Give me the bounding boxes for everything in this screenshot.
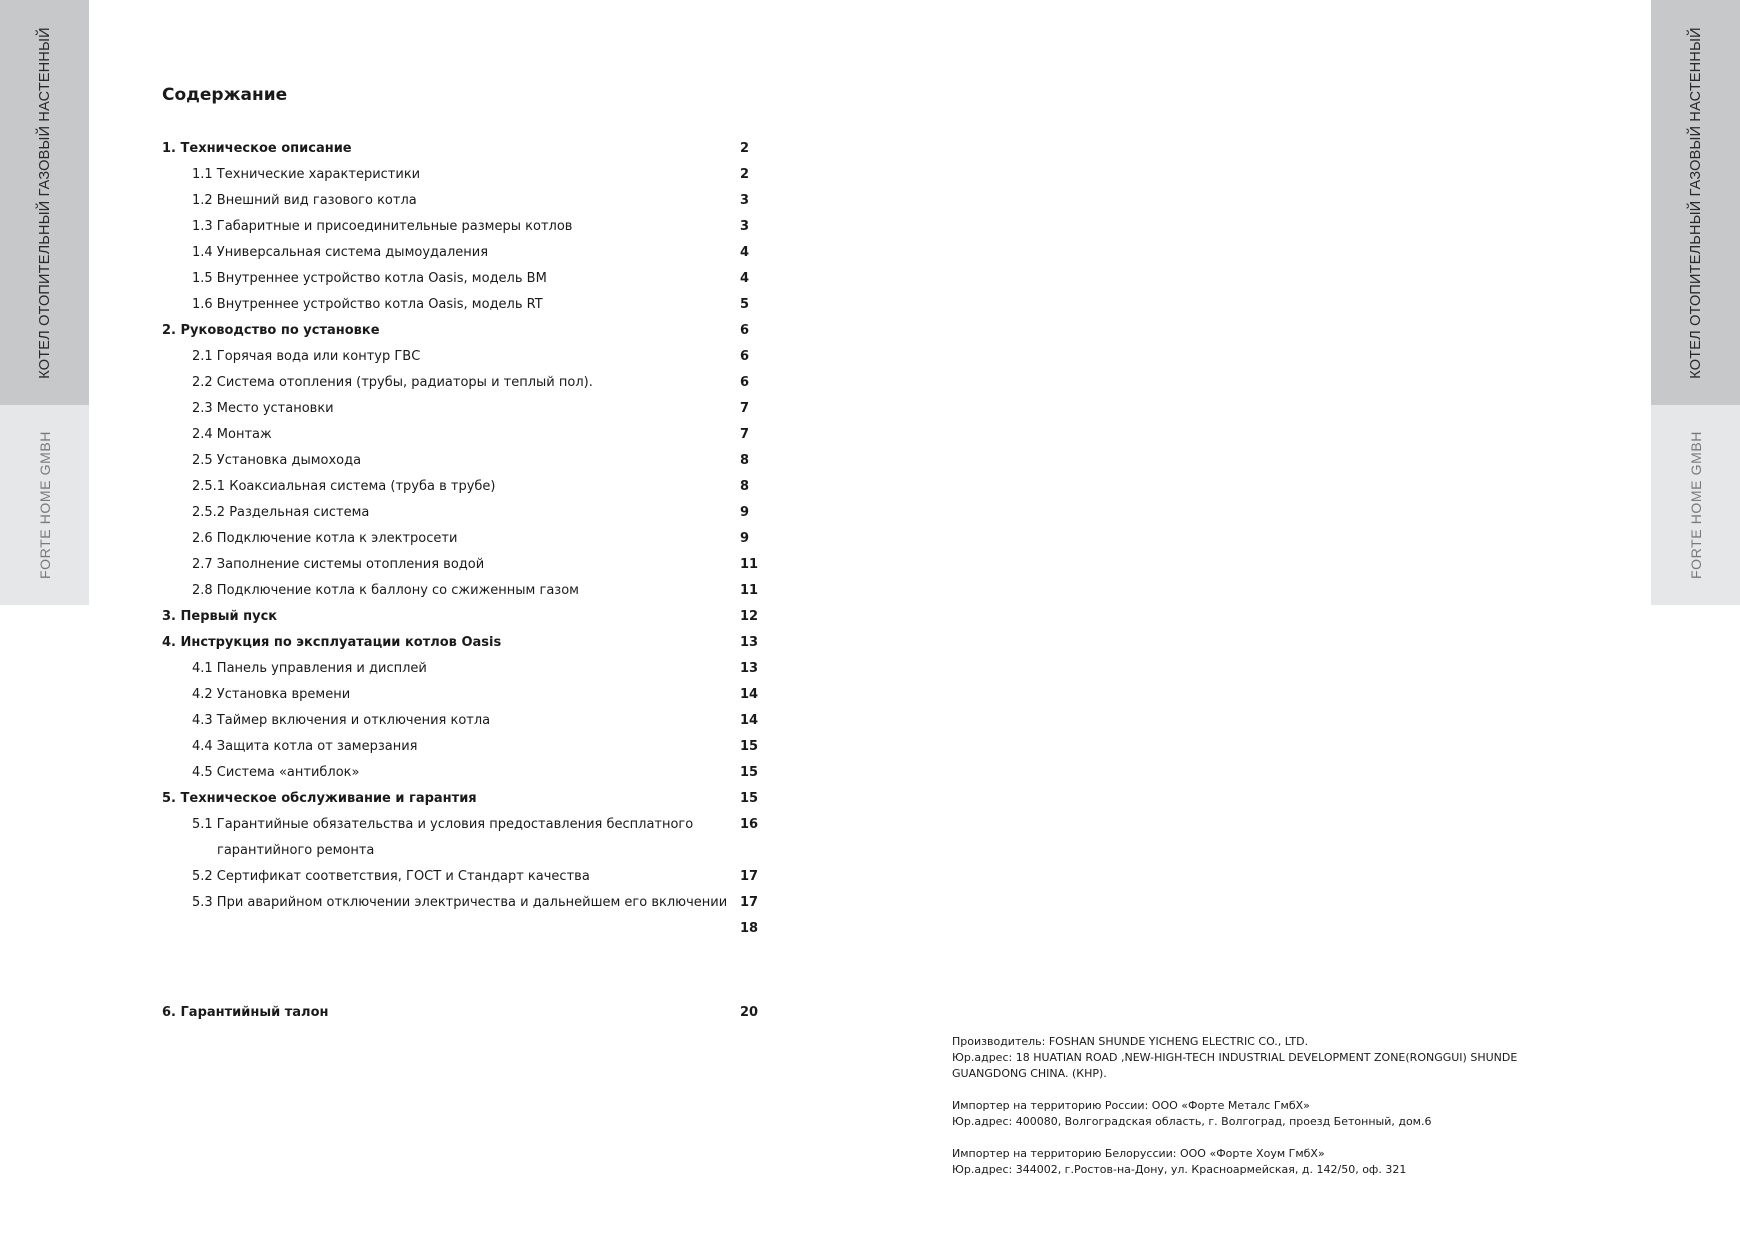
toc-entry-page: 12 xyxy=(740,609,759,624)
toc-entry xyxy=(162,812,762,838)
toc-entry-label: 1.1 Технические характеристики xyxy=(192,167,421,182)
toc-entry-label: 3. Первый пуск xyxy=(162,609,278,624)
toc-entry-label: 5.2 Сертификат соответствия, ГОСТ и Стандарт качества xyxy=(192,869,590,884)
toc-entry-page: 15 xyxy=(740,765,759,780)
toc-entry-page: 6 xyxy=(740,375,750,390)
toc-entry-page: 15 xyxy=(740,739,759,754)
toc-entry-label: 1.2 Внешний вид газового котла xyxy=(192,193,417,208)
toc-entry-label: 1.6 Внутреннее устройство котла Oasis, модель RT xyxy=(192,297,543,312)
toc-entry-page: 4 xyxy=(740,271,750,286)
toc-entry-label: 2.4 Монтаж xyxy=(192,427,272,442)
toc-entry-label: 4.3 Таймер включения и отключения котла xyxy=(192,713,491,728)
toc-entry-label: 1.4 Универсальная система дымоудаления xyxy=(192,245,489,260)
toc-entry xyxy=(162,916,762,942)
toc-entry-label: 4.2 Установка времени xyxy=(192,687,351,702)
toc-entry-page: 20 xyxy=(740,1005,759,1020)
toc-entry-page: 8 xyxy=(740,479,750,494)
toc-entry xyxy=(162,344,762,370)
toc-entry-page: 2 xyxy=(740,167,750,182)
toc-entry xyxy=(162,1000,762,1026)
toc-entry-page: 11 xyxy=(740,583,759,598)
toc-entry xyxy=(162,760,762,786)
toc-entry-page: 9 xyxy=(740,531,750,546)
toc-entry-page: 6 xyxy=(740,349,750,364)
toc-entry-label: гарантийного ремонта xyxy=(217,843,375,858)
toc-entry-label: 6. Гарантийный талон xyxy=(162,1005,329,1020)
toc-entry-label: 2.5 Установка дымохода xyxy=(192,453,362,468)
toc-entry xyxy=(162,630,762,656)
toc-entry xyxy=(162,240,762,266)
toc-entry-label: 1. Техническое описание xyxy=(162,141,352,156)
toc-entry xyxy=(162,162,762,188)
table-of-contents xyxy=(162,136,762,1026)
toc-entry xyxy=(162,188,762,214)
toc-entry-label: 4.1 Панель управления и дисплей xyxy=(192,661,427,676)
toc-entry-label: 2.7 Заполнение системы отопления водой xyxy=(192,557,485,572)
toc-entry-page: 7 xyxy=(740,427,750,442)
toc-entry-page: 3 xyxy=(740,193,750,208)
toc-entry xyxy=(162,604,762,630)
toc-entry-page: 16 xyxy=(740,817,759,832)
toc-entry-page: 18 xyxy=(740,921,759,936)
toc-entry-label: 4.5 Система «антиблок» xyxy=(192,765,360,780)
toc-entry-label: 4. Инструкция по эксплуатации котлов Oasis xyxy=(162,635,502,650)
toc-entry xyxy=(162,500,762,526)
toc-entry-page: 13 xyxy=(740,661,759,676)
toc-entry-label: 4.4 Защита котла от замерзания xyxy=(192,739,418,754)
toc-entry xyxy=(162,682,762,708)
toc-entry-label: 2.5.2 Раздельная система xyxy=(192,505,370,520)
toc-title: Содержание xyxy=(162,85,288,105)
toc-entry-page: 7 xyxy=(740,401,750,416)
toc-entry xyxy=(162,864,762,890)
toc-entry-page: 17 xyxy=(740,895,759,910)
toc-entry xyxy=(162,890,762,916)
toc-entry xyxy=(162,474,762,500)
toc-entry-label: 2.5.1 Коаксиальная система (труба в трубе) xyxy=(192,479,496,494)
toc-entry-page: 13 xyxy=(740,635,759,650)
side-product-title: КОТЕЛ ОТОПИТЕЛЬНЫЙ ГАЗОВЫЙ НАСТЕННЫЙ xyxy=(1687,26,1704,379)
toc-entry xyxy=(162,396,762,422)
manufacturer-info: Производитель: FOSHAN SHUNDE YICHENG ELECTRIC CO., LTD. Юр.адрес: 18 HUATIAN ROAD ,NEW-HIGH-TECH INDUSTRIAL DEVELOPMENT ZONE(RONGGUI) SHUNDE GUANGDONG CHINA. (КНР). xyxy=(952,1035,1518,1080)
toc-entry xyxy=(162,734,762,760)
side-company-name: FORTE HOME GMBH xyxy=(36,431,53,579)
toc-entry xyxy=(162,578,762,604)
side-company-name: FORTE HOME GMBH xyxy=(1687,431,1704,579)
toc-entry-label: 2.8 Подключение котла к баллону со сжиженным газом xyxy=(192,583,579,598)
toc-entry-label: 2.2 Система отопления (трубы, радиаторы и теплый пол). xyxy=(192,375,593,390)
toc-entry-page: 5 xyxy=(740,297,750,312)
toc-entry xyxy=(162,552,762,578)
toc-entry-label: 1.5 Внутреннее устройство котла Oasis, модель BM xyxy=(192,271,547,286)
toc-entry-label: 2.6 Подключение котла к электросети xyxy=(192,531,458,546)
toc-entry xyxy=(162,370,762,396)
toc-entry-page: 17 xyxy=(740,869,759,884)
toc-entry-page: 3 xyxy=(740,219,750,234)
toc-entry-page: 9 xyxy=(740,505,750,520)
toc-entry-label: 5.3 При аварийном отключении электричества и дальнейшем его включении xyxy=(192,895,728,910)
toc-entry-label: 2.1 Горячая вода или контур ГВС xyxy=(192,349,421,364)
toc-entry xyxy=(162,214,762,240)
toc-entry-label: 5.1 Гарантийные обязательства и условия предоставления бесплатного xyxy=(192,817,694,832)
toc-entry-page: 2 xyxy=(740,141,750,156)
toc-entry-page: 15 xyxy=(740,791,759,806)
toc-entry-page: 6 xyxy=(740,323,750,338)
toc-entry xyxy=(162,838,762,864)
importer-russia-info: Импортер на территорию России: ООО «Форте Металс ГмбХ» Юр.адрес: 400080, Волгоградская область, г. Волгоград, проезд Бетонный, дом.6 xyxy=(952,1099,1432,1128)
toc-entry xyxy=(162,422,762,448)
toc-entry xyxy=(162,786,762,812)
toc-entry xyxy=(162,526,762,552)
side-product-title: КОТЕЛ ОТОПИТЕЛЬНЫЙ ГАЗОВЫЙ НАСТЕННЫЙ xyxy=(36,26,53,379)
toc-entry xyxy=(162,292,762,318)
toc-entry xyxy=(162,656,762,682)
toc-entry-page: 11 xyxy=(740,557,759,572)
importer-belarus-info: Импортер на территорию Белоруссии: ООО «Форте Хоум ГмбХ» Юр.адрес: 344002, г.Ростов-на-Дону, ул. Красноармейская, д. 142/50, оф. 321 xyxy=(952,1147,1407,1176)
toc-entry xyxy=(162,448,762,474)
imprint-block xyxy=(952,1034,1572,1194)
toc-entry-label: 2.3 Место установки xyxy=(192,401,334,416)
toc-entry-label: 2. Руководство по установке xyxy=(162,323,380,338)
toc-entry-page: 4 xyxy=(740,245,750,260)
toc-entry-label: 1.3 Габаритные и присоединительные размеры котлов xyxy=(192,219,573,234)
toc-entry-label: 5. Техническое обслуживание и гарантия xyxy=(162,791,477,806)
toc-entry xyxy=(162,318,762,344)
toc-entry xyxy=(162,708,762,734)
toc-entry-page: 14 xyxy=(740,713,759,728)
toc-entry xyxy=(162,266,762,292)
toc-entry xyxy=(162,136,762,162)
toc-entry-page: 8 xyxy=(740,453,750,468)
toc-entry-page: 14 xyxy=(740,687,759,702)
